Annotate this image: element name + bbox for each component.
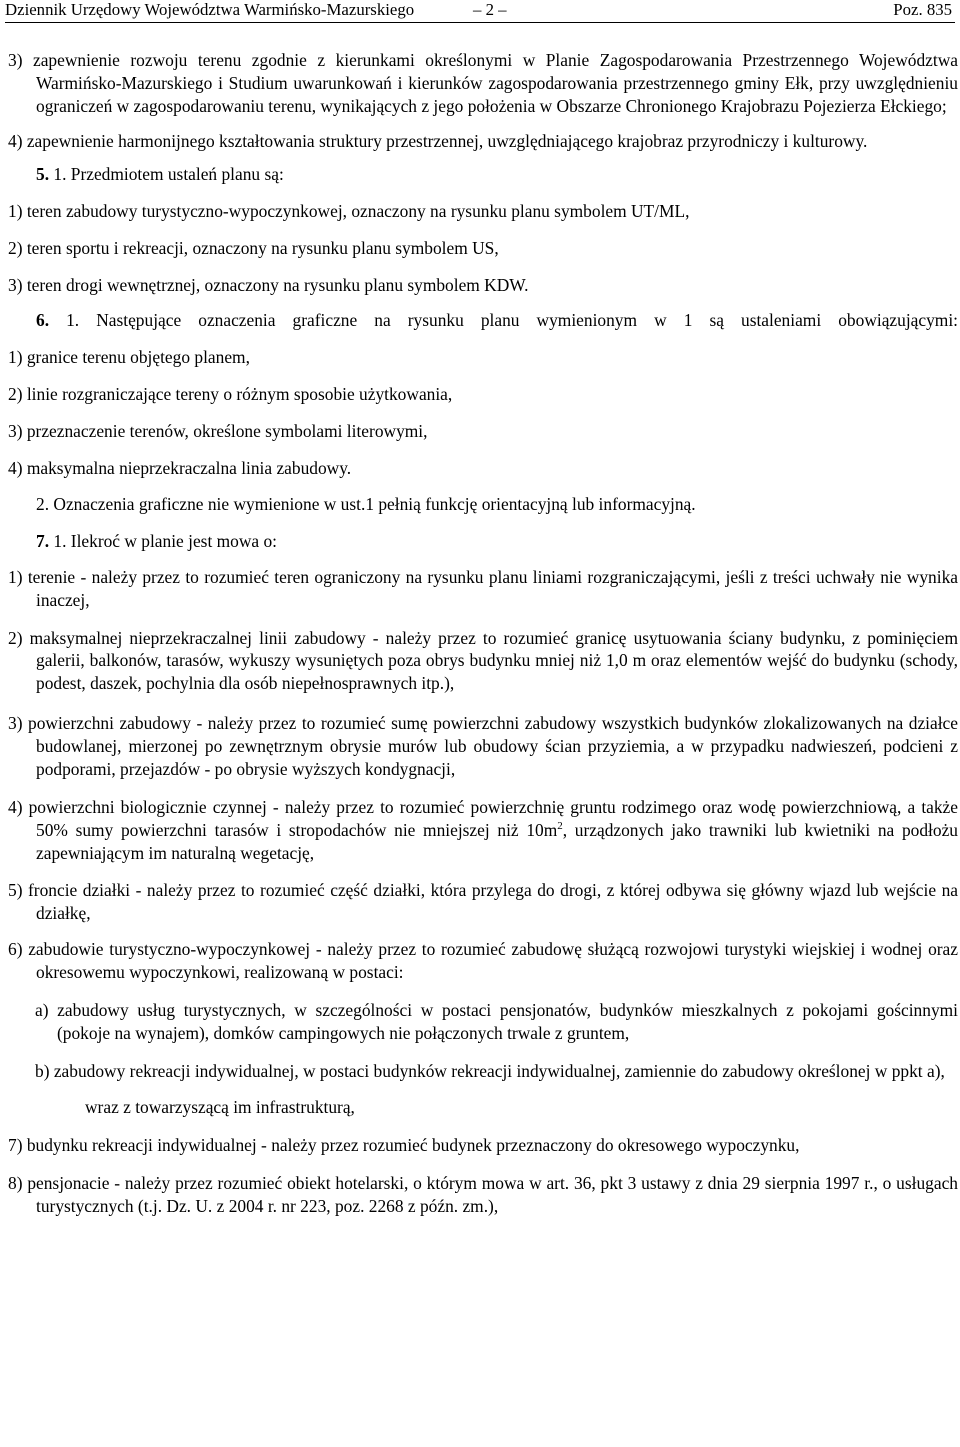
section-6-number: 6.	[36, 310, 50, 331]
definition-6-subitem-a: a) zabudowy usług turystycznych, w szczególności w postaci pensjonatów, budynków mieszkalnych z pokojami gościnnymi (pokoje na wynajem), domków campingowych nie połączonych trwale z gruntem,	[35, 999, 958, 1043]
section-7-number: 7.	[36, 531, 50, 552]
definition-item-3: 3) powierzchni zabudowy - należy przez to rozumieć sumę powierzchni zabudowy wszystkich budynków zlokalizowanych na działce budowlanej, mierzonej po zewnętrznym obrysie murów lub obudowy ścian przyziemia, a w przypadku nadwieszeń, podcieni z podporami, przejazdów - po obrysie wyższych kondygnacji,	[8, 712, 958, 779]
page-header	[5, 0, 955, 24]
definition-6-closing: wraz z towarzyszącą im infrastrukturą,	[85, 1097, 355, 1118]
definition-item-8: 8) pensjonacie - należy przez rozumieć obiekt hotelarski, o którym mowa w art. 36, pkt 3 ustawy z dnia 29 sierpnia 1997 r., o usługach turystycznych (t.j. Dz. U. z 2004 r. nr 223, poz. 2268 z późn. zm.),	[8, 1172, 958, 1216]
goal-item-3: 3) zapewnienie rozwoju terenu zgodnie z kierunkami określonymi w Planie Zagospodarowania Przestrzennego Województwa Warmińsko-Mazurskiego i Studium uwarunkowań i kierunków zagospodarowania przestrzennego gminy Ełk, przy uwzględnieniu ograniczeń w zagospodarowaniu terenu, wynikających z jego położenia w Obszarze Chronionego Krajobrazu Pojezierza Ełckiego;	[8, 50, 958, 116]
goal-item-4: 4) zapewnienie harmonijnego kształtowania struktury przestrzennej, uwzględniającego krajobraz przyrodniczy i kulturowy.	[8, 131, 868, 152]
definition-item-2: 2) maksymalnej nieprzekraczalnej linii zabudowy - należy przez to rozumieć granicę usytuowania ściany budynku, z pominięciem galerii, balkonów, tarasów, wykuszy wysuniętych poza obrys budynku mniej niż 1,0 m oraz elementów wejść do budynku (schody, podest, daszek, pochylnia dla osób niepełnosprawnych itp.),	[8, 627, 958, 694]
binding-marking-item: 2) linie rozgraniczające tereny o różnym sposobie użytkowania,	[8, 383, 453, 404]
section-5-text: 1. Przedmiotem ustaleń planu są:	[49, 164, 284, 185]
binding-marking-item: 1) granice terenu objętego planem,	[8, 347, 250, 368]
section-6-paragraph-2: 2. Oznaczenia graficzne nie wymienione w ust.1 pełnią funkcję orientacyjną lub informacyjną.	[36, 494, 696, 515]
plan-subject-item: 2) teren sportu i rekreacji, oznaczony na rysunku planu symbolem US,	[8, 237, 499, 258]
page-number: – 2 –	[473, 0, 507, 19]
definition-item-7: 7) budynku rekreacji indywidualnej - należy przez rozumieć budynek przeznaczony do okresowego wypoczynku,	[8, 1135, 800, 1156]
binding-marking-item: 4) maksymalna nieprzekraczalna linia zabudowy.	[8, 457, 352, 478]
square-superscript: 2	[557, 820, 563, 833]
section-5-heading	[8, 163, 958, 186]
definition-item-4-text-end: , urządzonych jako trawniki lub kwietniki na podłożu zapewniającym im naturalną wegetację,	[36, 820, 958, 863]
section-7-heading	[8, 530, 958, 553]
document-body	[8, 49, 958, 1217]
plan-subject-item: 3) teren drogi wewnętrznej, oznaczony na rysunku planu symbolem KDW.	[8, 274, 529, 295]
definition-item-5: 5) froncie działki - należy przez to rozumieć część działki, która przylega do drogi, z której odbywa się główny wjazd lub wejście na działkę,	[8, 879, 958, 923]
section-6-text: 1. Następujące oznaczenia graficzne na rysunku planu wymienionym w 1 są ustaleniami obowiązującymi:	[49, 310, 958, 331]
definition-item-4	[8, 796, 958, 864]
binding-marking-item: 3) przeznaczenie terenów, określone symbolami literowymi,	[8, 420, 428, 441]
definition-item-6: 6) zabudowie turystyczno-wypoczynkowej - należy przez to rozumieć zabudowę służącą rozwojowi turystyki wiejskiej i wodnej oraz okresowemu wypoczynkowi, realizowaną w postaci:	[8, 939, 958, 983]
definition-item-4-text: 4) powierzchni biologicznie czynnej - należy przez to rozumieć powierzchnię gruntu rodzimego oraz wodę powierzchniową, a także 50% sumy powierzchni tarasów i stropodachów nie mniejszej niż 10m	[8, 797, 958, 841]
position-number: Poz. 835	[893, 0, 952, 19]
journal-title: Dziennik Urzędowy Województwa Warmińsko-Mazurskiego	[5, 0, 415, 19]
header-rule	[5, 22, 955, 23]
section-5-number: 5.	[36, 164, 50, 185]
plan-subject-item: 1) teren zabudowy turystyczno-wypoczynkowej, oznaczony na rysunku planu symbolem UT/ML,	[8, 200, 690, 221]
section-6-heading	[8, 309, 958, 332]
definition-6-subitem-b: b) zabudowy rekreacji indywidualnej, w postaci budynków rekreacji indywidualnej, zamiennie do zabudowy określonej w ppkt a),	[35, 1060, 945, 1081]
definition-item-1: 1) terenie - należy przez to rozumieć teren ograniczony na rysunku planu liniami rozgraniczającymi, jeśli z treści uchwały nie wynika inaczej,	[8, 566, 958, 610]
section-7-text: 1. Ilekroć w planie jest mowa o:	[49, 531, 277, 552]
